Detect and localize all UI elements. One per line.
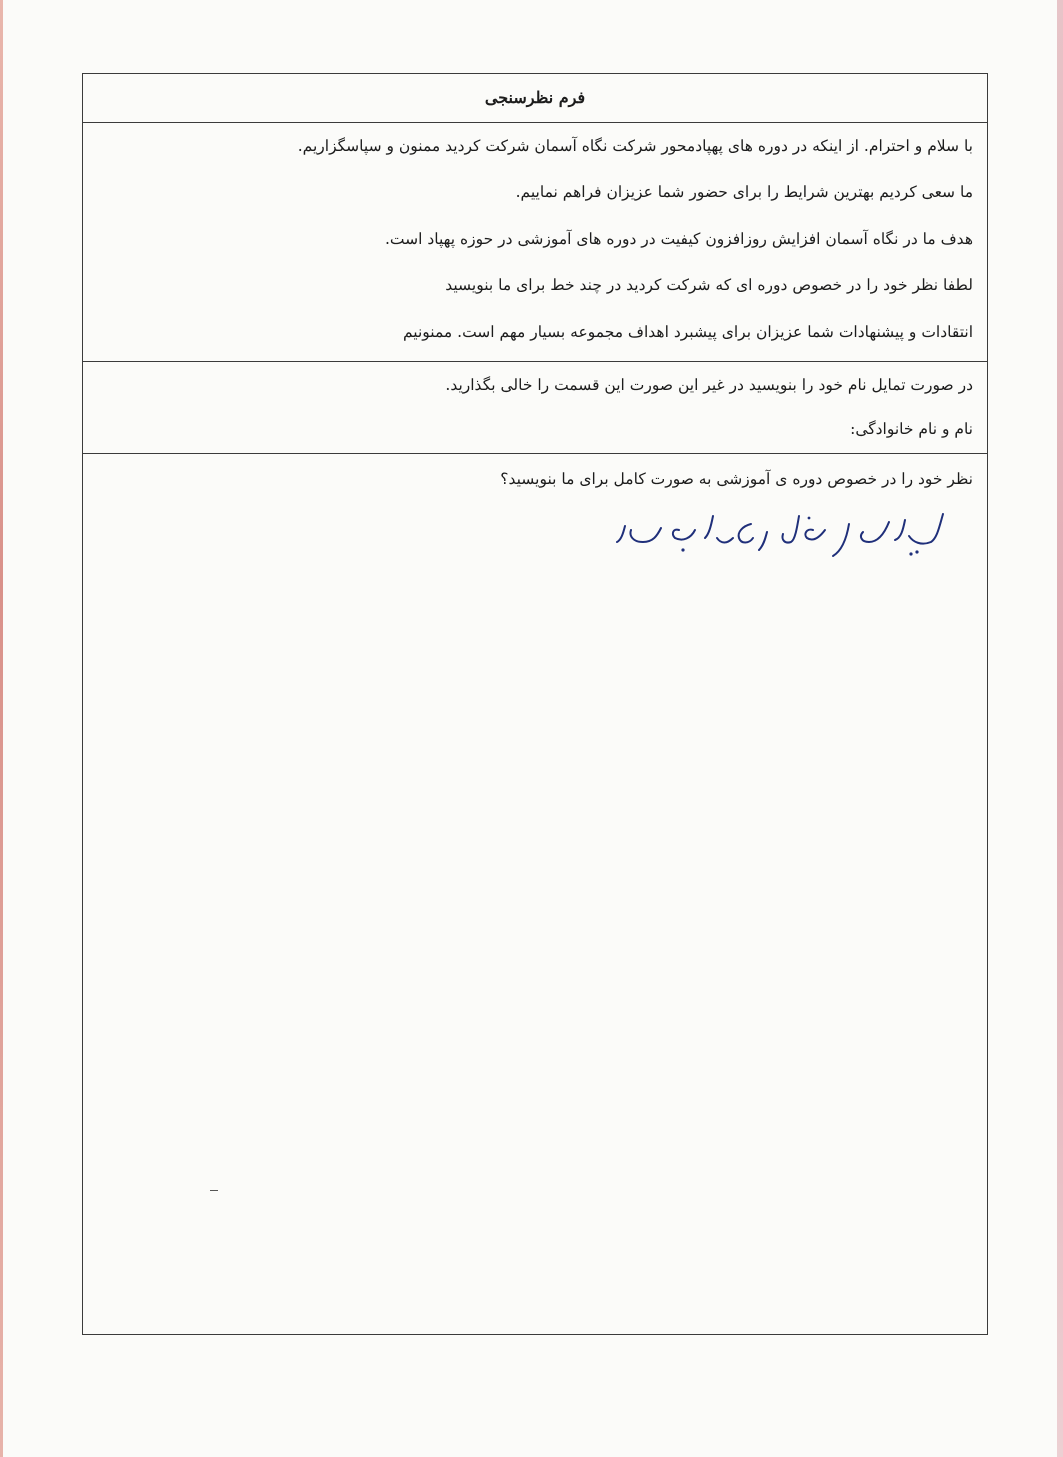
intro-line-1: با سلام و احترام. از اینکه در دوره های پهپادمحور شرکت نگاه آسمان شرکت کردید ممنون و سپاسگزاریم.	[297, 137, 973, 155]
intro-line-3: هدف ما در نگاه آسمان افزایش روزافزون کیفیت در دوره های آموزشی در حوزه پهپاد است.	[384, 230, 973, 248]
intro-section	[83, 123, 987, 362]
comment-section	[83, 454, 987, 1334]
intro-line-4: لطفا نظر خود را در خصوص دوره ای که شرکت کردید در چند خط برای ما بنویسید	[445, 276, 973, 294]
name-note: در صورت تمایل نام خود را بنویسید در غیر این صورت این قسمت را خالی بگذارید.	[445, 376, 973, 394]
form-title-row	[83, 74, 987, 123]
handwritten-answer	[613, 502, 953, 562]
form-title: فرم نظرسنجی	[484, 88, 586, 107]
comment-prompt: نظر خود را در خصوص دوره ی آموزشی به صورت کامل برای ما بنویسید؟	[500, 470, 973, 488]
page-edge-left	[0, 0, 3, 1457]
stray-mark	[210, 1190, 218, 1191]
name-section	[83, 362, 987, 454]
name-label[interactable]: نام و نام خانوادگی:	[850, 420, 973, 438]
survey-form	[82, 73, 988, 1335]
page-edge-right	[1057, 0, 1063, 1457]
intro-line-5: انتقادات و پیشنهادات شما عزیزان برای پیشبرد اهداف مجموعه بسیار مهم است. ممنونیم	[402, 323, 973, 341]
intro-line-2: ما سعی کردیم بهترین شرایط را برای حضور شما عزیزان فراهم نماییم.	[515, 183, 973, 201]
